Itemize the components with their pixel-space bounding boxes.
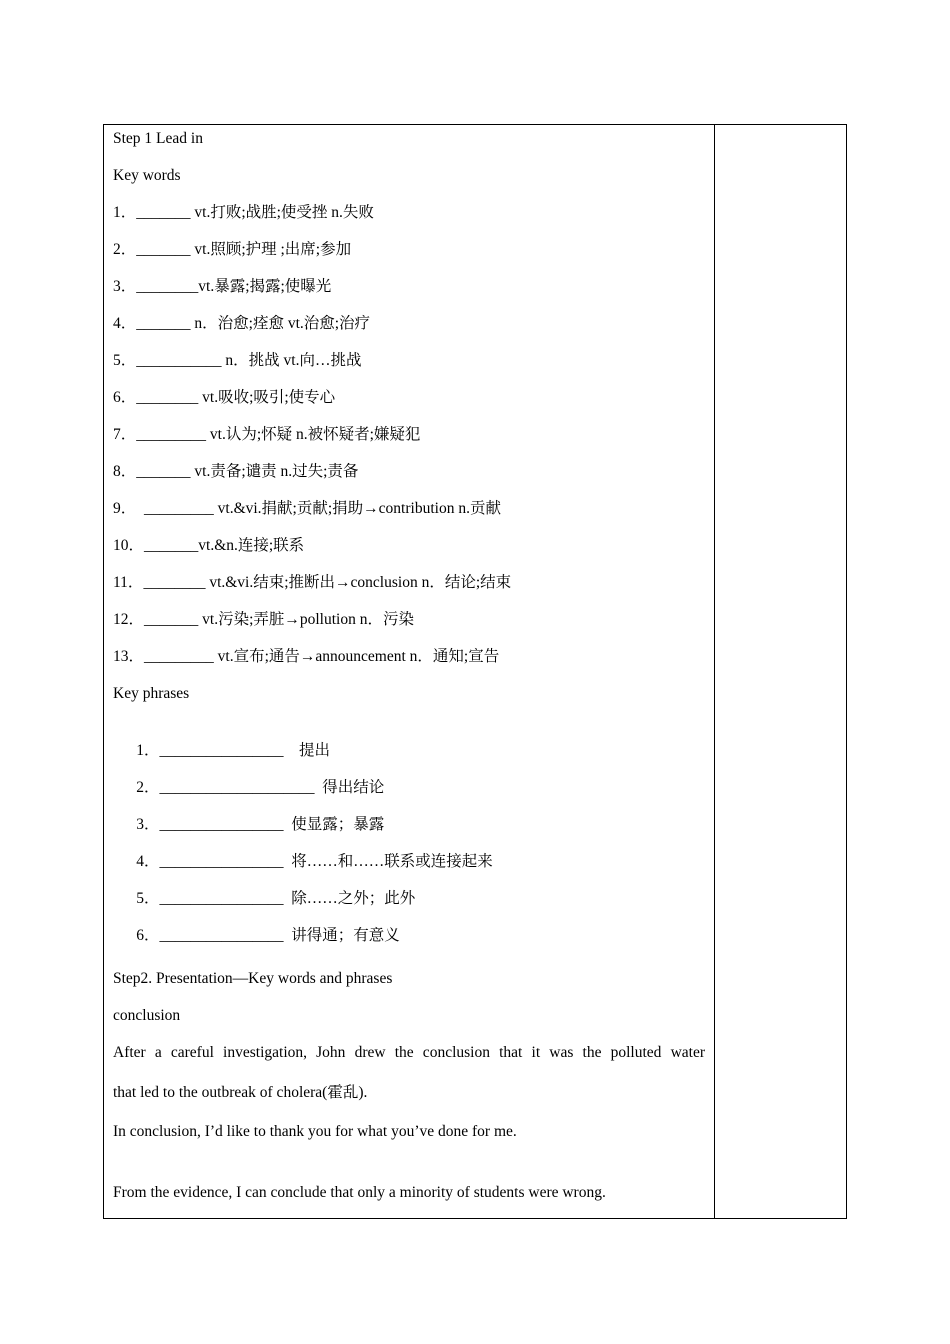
answer-blank: ________ (136, 278, 199, 295)
key-words-heading: Key words (113, 167, 181, 184)
item-definition: vt.吸收;吸引;使专心 (202, 389, 336, 406)
key-word-item (113, 610, 414, 630)
item-definition: 使显露；暴露 (287, 816, 385, 833)
key-phrase-item (113, 906, 400, 966)
answer-blank: ________________ (159, 816, 288, 833)
answer-blank: _______ (136, 241, 195, 258)
item-definition: vt.照顾;护理 ;出席;参加 (194, 241, 352, 258)
item-number: 5． (136, 890, 160, 907)
answer-blank: _______ (136, 204, 195, 221)
item-definition: vt.&n.连接;联系 (198, 537, 305, 554)
example-sentence: After a careful investigation, John drew the conclusion that it was the polluted water (113, 1044, 705, 1061)
key-word-item (113, 277, 331, 297)
key-word-item (113, 499, 501, 519)
item-number: 4． (136, 853, 160, 870)
item-number: 4． (113, 315, 137, 332)
item-number: 2． (113, 241, 137, 258)
item-definition: vt.认为;怀疑 n.被怀疑者;嫌疑犯 (209, 426, 421, 443)
lesson-table (103, 124, 847, 1219)
item-number: 7． (113, 426, 137, 443)
item-definition: vt.&vi.结束;推断出→conclusion n．结论;结束 (209, 574, 512, 591)
item-definition: n．挑战 vt.向…挑战 (225, 352, 362, 369)
item-definition: n．治愈;痊愈 vt.治愈;治疗 (194, 315, 371, 332)
answer-blank: ________________ (159, 927, 288, 944)
item-number: 8． (113, 463, 137, 480)
answer-blank: ________ (136, 389, 203, 406)
key-word-item (113, 240, 351, 260)
item-number: 6． (113, 389, 137, 406)
lesson-content-cell (113, 125, 705, 1218)
item-definition: vt.&vi.捐献;贡献;捐助→contribution n.贡献 (217, 500, 501, 517)
example-sentence-continued: that led to the outbreak of cholera(霍乱). (113, 1084, 368, 1101)
answer-blank: ________ (143, 574, 210, 591)
answer-blank: _________ (144, 500, 218, 517)
key-word-item (113, 462, 358, 482)
answer-blank: _______ (136, 315, 195, 332)
example-sentence: From the evidence, I can conclude that only a minority of students were wrong. (113, 1184, 606, 1201)
key-word-item (113, 203, 374, 223)
item-number: 3． (136, 816, 160, 833)
key-phrases-heading: Key phrases (113, 685, 190, 702)
key-word-item (113, 573, 511, 593)
item-definition: 提出 (287, 742, 331, 759)
key-word-item (113, 388, 335, 408)
answer-blank: _________ (144, 648, 218, 665)
item-definition: vt.宣布;通告→announcement n．通知;宣告 (217, 648, 500, 665)
key-word-item (113, 536, 304, 556)
notes-cell (715, 125, 846, 1218)
key-word-item (113, 351, 361, 371)
item-definition: vt.污染;弄脏→pollution n．污染 (202, 611, 414, 628)
item-number: 9． (113, 500, 145, 517)
item-definition: 讲得通；有意义 (287, 927, 400, 944)
item-number: 5． (113, 352, 137, 369)
step2-title: Step2. Presentation—Key words and phrases (113, 970, 393, 987)
item-number: 1． (113, 204, 137, 221)
answer-blank: _______ (144, 611, 203, 628)
item-definition: vt.责备;谴责 n.过失;责备 (194, 463, 359, 480)
item-definition: vt.暴露;揭露;使曝光 (198, 278, 332, 295)
answer-blank: ___________ (136, 352, 226, 369)
answer-blank: ________________ (159, 890, 288, 907)
item-number: 3． (113, 278, 137, 295)
key-word-item (113, 425, 420, 445)
key-word-item (113, 314, 370, 334)
item-number: 1． (136, 742, 160, 759)
answer-blank: _______ (136, 463, 195, 480)
item-number: 11． (113, 574, 144, 591)
step1-title: Step 1 Lead in (113, 130, 203, 147)
item-definition: 将……和……联系或连接起来 (287, 853, 493, 870)
item-number: 2． (136, 779, 160, 796)
vocab-word: conclusion (113, 1007, 181, 1024)
example-sentence: In conclusion, I’d like to thank you for what you’ve done for me. (113, 1123, 517, 1140)
answer-blank: _________ (136, 426, 210, 443)
item-definition: vt.打败;战胜;使受挫 n.失败 (194, 204, 374, 221)
item-number: 6． (136, 927, 160, 944)
answer-blank: ____________________ (159, 779, 319, 796)
item-definition: 除……之外；此外 (287, 890, 416, 907)
answer-blank: ________________ (159, 742, 288, 759)
item-number: 10． (113, 537, 145, 554)
item-number: 12． (113, 611, 145, 628)
item-definition: 得出结论 (318, 779, 385, 796)
key-word-item (113, 647, 499, 667)
answer-blank: _______ (144, 537, 199, 554)
item-number: 13． (113, 648, 145, 665)
answer-blank: ________________ (159, 853, 288, 870)
